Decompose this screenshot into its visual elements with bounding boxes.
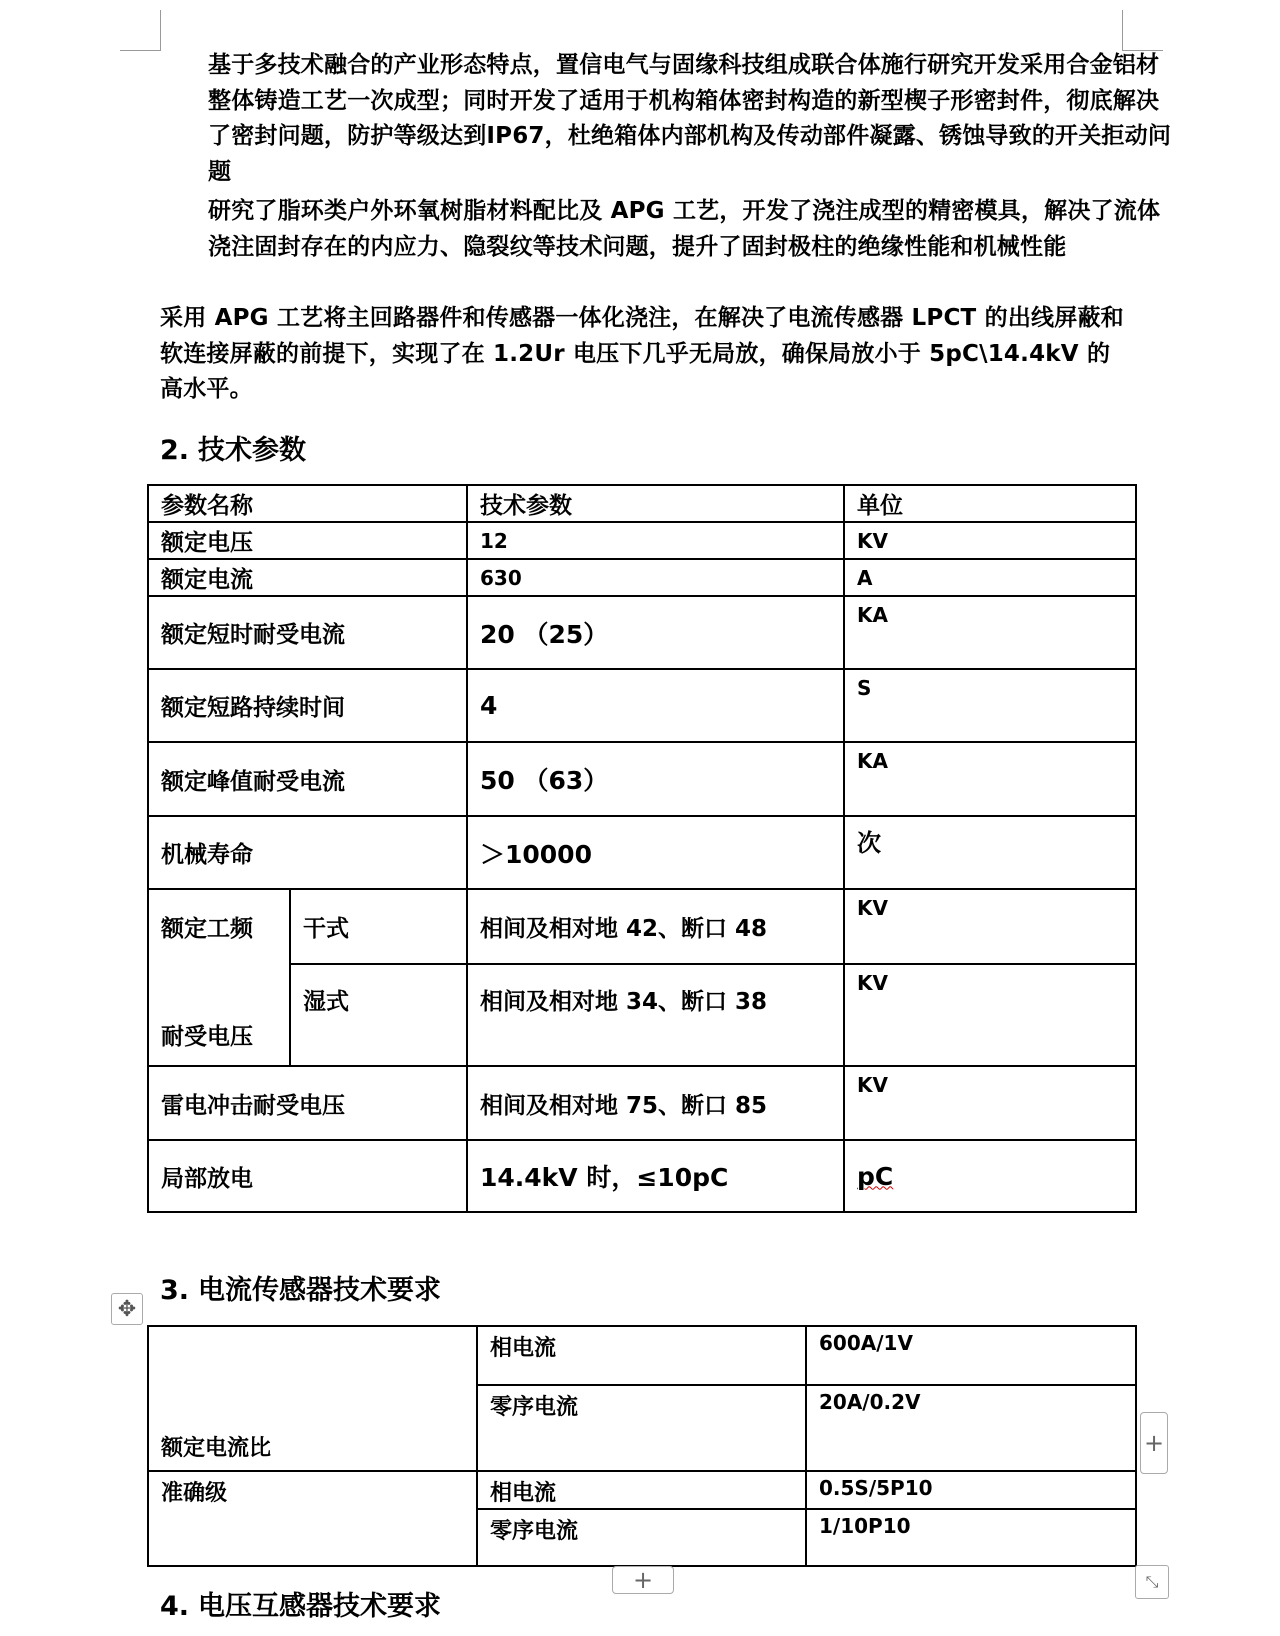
wet-unit-cell[interactable]: KV xyxy=(844,964,1136,1066)
pd-value-cell[interactable]: 14.4kV 时，≤10pC xyxy=(467,1140,844,1212)
section-3-title: 电流传感器技术要求 xyxy=(198,1275,441,1306)
accuracy-zero-label-cell[interactable]: 零序电流 xyxy=(477,1509,806,1566)
table-row xyxy=(148,596,1136,669)
param-name-cell[interactable]: 机械寿命 xyxy=(148,816,467,889)
pd-unit-text: pC xyxy=(857,1161,894,1191)
param-name-cell[interactable]: 额定峰值耐受电流 xyxy=(148,742,467,816)
table-row xyxy=(148,964,1136,1066)
dry-unit-cell[interactable]: KV xyxy=(844,889,1136,964)
power-freq-name-top: 额定工频 xyxy=(161,916,253,942)
param-unit-cell[interactable]: A xyxy=(844,559,1136,596)
table-row xyxy=(148,742,1136,816)
add-row-button[interactable]: + xyxy=(612,1566,674,1594)
intro-paragraph-1: 基于多技术融合的产业形态特点，置信电气与固缘科技组成联合体施行研究开发采用合金铝材整体铸造工艺一次成型；同时开发了适用于机构箱体密封构造的新型楔子形密封件，彻底解决了密封问题，防护等级达到IP67，杜绝箱体内部机构及传动部件凝露、锈蚀导致的开关拒动问题 xyxy=(208,52,1172,185)
param-name-cell[interactable]: 额定电压 xyxy=(148,522,467,559)
table-resize-handle-icon[interactable]: ⤡ xyxy=(1135,1565,1169,1599)
table-row xyxy=(148,816,1136,889)
section-3-heading xyxy=(160,1268,441,1307)
current-sensor-table xyxy=(147,1325,1137,1567)
section-2-number: 2. xyxy=(160,435,190,466)
add-column-button[interactable]: + xyxy=(1140,1412,1168,1474)
crop-mark-top-left xyxy=(120,10,161,51)
param-name-cell[interactable]: 额定短路持续时间 xyxy=(148,669,467,742)
header-unit-cell[interactable]: 单位 xyxy=(844,485,1136,522)
param-name-cell[interactable]: 额定短时耐受电流 xyxy=(148,596,467,669)
intro-paragraph-2: 研究了脂环类户外环氧树脂材料配比及 APG 工艺，开发了浇注成型的精密模具，解决了流体浇注固封存在的内应力、隐裂纹等技术问题，提升了固封极柱的绝缘性能和机械性能 xyxy=(208,198,1161,260)
section-4-number: 4. xyxy=(160,1591,190,1622)
header-value-cell[interactable]: 技术参数 xyxy=(467,485,844,522)
lightning-name-cell[interactable]: 雷电冲击耐受电压 xyxy=(148,1066,467,1140)
param-value-cell[interactable]: ＞10000 xyxy=(467,816,844,889)
power-freq-name-cell[interactable] xyxy=(148,889,290,1066)
section-4-title: 电压互感器技术要求 xyxy=(198,1591,441,1622)
tech-params-table xyxy=(147,484,1137,1213)
param-value-cell[interactable]: 630 xyxy=(467,559,844,596)
table-row xyxy=(148,1140,1136,1212)
table-row xyxy=(148,1326,1136,1385)
param-unit-cell[interactable]: S xyxy=(844,669,1136,742)
param-value-cell[interactable]: 12 xyxy=(467,522,844,559)
accuracy-phase-label-cell[interactable]: 相电流 xyxy=(477,1471,806,1509)
param-value-cell[interactable]: 4 xyxy=(467,669,844,742)
param-value-cell[interactable]: 50 （63） xyxy=(467,742,844,816)
pd-name-cell[interactable]: 局部放电 xyxy=(148,1140,467,1212)
ratio-phase-value-cell[interactable]: 600A/1V xyxy=(806,1326,1136,1385)
lightning-value-cell[interactable]: 相间及相对地 75、断口 85 xyxy=(467,1066,844,1140)
intro-paragraph-3: 采用 APG 工艺将主回路器件和传感器一体化浇注，在解决了电流传感器 LPCT 的出线屏蔽和软连接屏蔽的前提下，实现了在 1.2Ur 电压下几乎无局放，确保局放小于 5pC\14.4kV 的高水平。 xyxy=(160,305,1124,402)
table-row xyxy=(148,889,1136,964)
table-row xyxy=(148,669,1136,742)
table-move-handle-icon[interactable]: ✥ xyxy=(111,1293,143,1325)
table-row xyxy=(148,1471,1136,1509)
wet-value-cell[interactable]: 相间及相对地 34、断口 38 xyxy=(467,964,844,1066)
table-header-row xyxy=(148,485,1136,522)
section-2-title: 技术参数 xyxy=(198,435,306,466)
section-4-heading xyxy=(160,1584,441,1623)
section-3-number: 3. xyxy=(160,1275,190,1306)
table-row xyxy=(148,559,1136,596)
ratio-zero-value-cell[interactable]: 20A/0.2V xyxy=(806,1385,1136,1471)
wet-label-cell[interactable]: 湿式 xyxy=(290,964,467,1066)
table-row xyxy=(148,1066,1136,1140)
crop-mark-top-right xyxy=(1122,10,1163,51)
param-unit-cell[interactable]: KA xyxy=(844,596,1136,669)
accuracy-zero-value-cell[interactable]: 1/10P10 xyxy=(806,1509,1136,1566)
power-freq-name-bottom: 耐受电压 xyxy=(161,1024,253,1050)
param-unit-cell[interactable]: 次 xyxy=(844,816,1136,889)
dry-value-cell[interactable]: 相间及相对地 42、断口 48 xyxy=(467,889,844,964)
table-row xyxy=(148,522,1136,559)
param-unit-cell[interactable]: KA xyxy=(844,742,1136,816)
param-name-cell[interactable]: 额定电流 xyxy=(148,559,467,596)
accuracy-phase-value-cell[interactable]: 0.5S/5P10 xyxy=(806,1471,1136,1509)
param-value-cell[interactable]: 20 （25） xyxy=(467,596,844,669)
dry-label-cell[interactable]: 干式 xyxy=(290,889,467,964)
lightning-unit-cell[interactable]: KV xyxy=(844,1066,1136,1140)
param-unit-cell[interactable]: KV xyxy=(844,522,1136,559)
ratio-phase-label-cell[interactable]: 相电流 xyxy=(477,1326,806,1385)
ratio-zero-label-cell[interactable]: 零序电流 xyxy=(477,1385,806,1471)
accuracy-name-cell[interactable]: 准确级 xyxy=(148,1471,477,1566)
ratio-name-cell[interactable]: 额定电流比 xyxy=(148,1326,477,1471)
header-name-cell[interactable]: 参数名称 xyxy=(148,485,467,522)
section-2-heading xyxy=(160,428,306,467)
pd-unit-cell[interactable] xyxy=(844,1140,1136,1212)
